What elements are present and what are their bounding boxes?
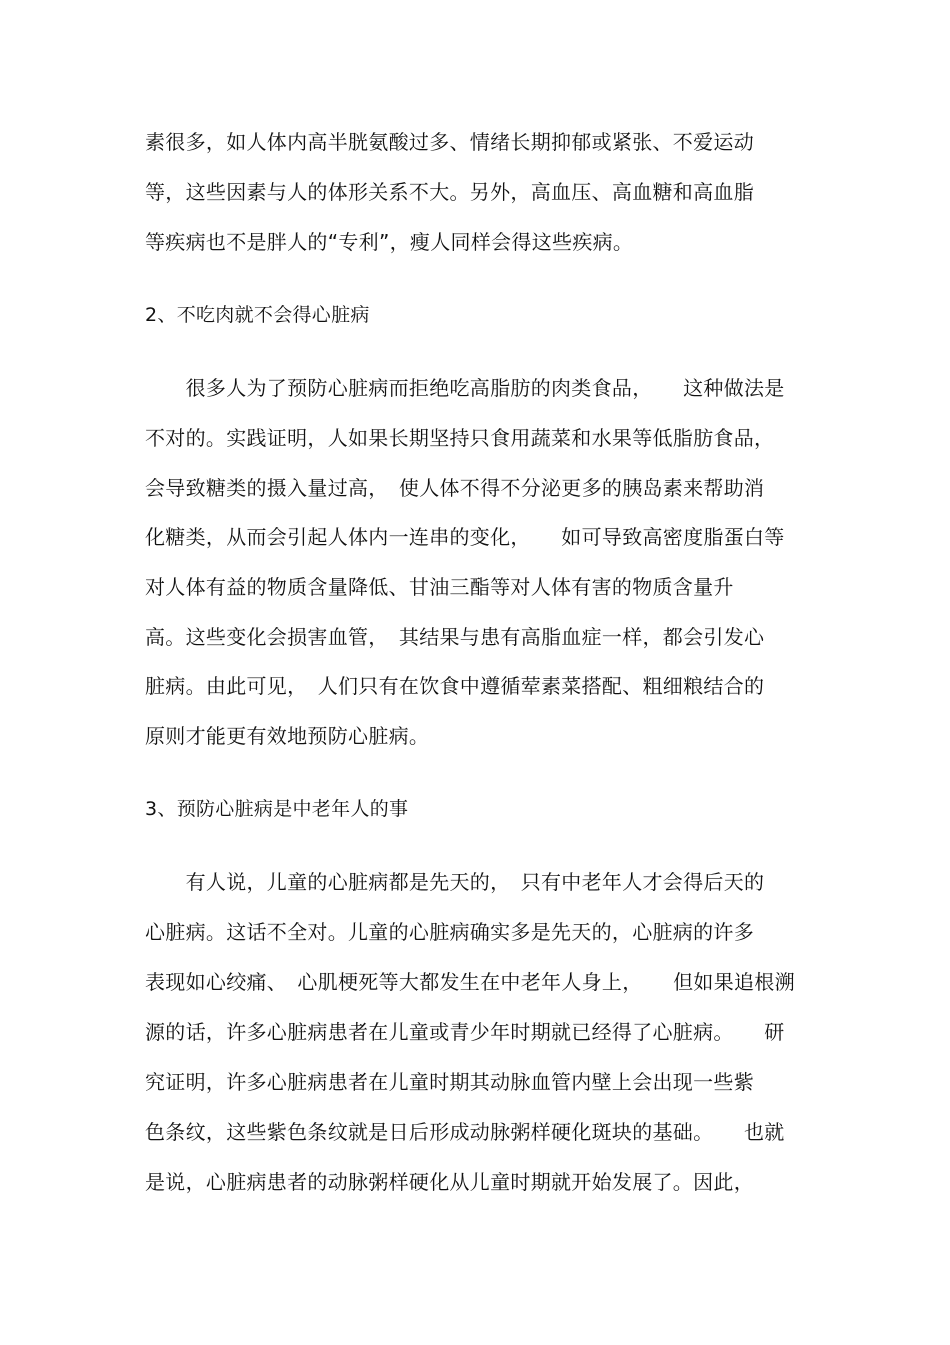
paragraph-line: 很多人为了预防心脏病而拒绝吃高脂肪的肉类食品， 这种做法是 [145, 376, 785, 400]
paragraph-line: 源的话，许多心脏病患者在儿童或青少年时期就已经得了心脏病。 研 [145, 1020, 785, 1044]
paragraph-line: 色条纹，这些紫色条纹就是日后形成动脉粥样硬化斑块的基础。 也就 [145, 1120, 785, 1144]
intro-line: 素很多，如人体内高半胱氨酸过多、情绪长期抑郁或紧张、不爱运动 [145, 130, 754, 154]
intro-line: 等疾病也不是胖人的“专利”，瘦人同样会得这些疾病。 [145, 230, 634, 254]
paragraph-line: 不对的。实践证明，人如果长期坚持只食用蔬菜和水果等低脂肪食品， [145, 426, 775, 450]
paragraph-line: 究证明，许多心脏病患者在儿童时期其动脉血管内壁上会出现一些紫 [145, 1070, 754, 1094]
paragraph-line: 是说，心脏病患者的动脉粥样硬化从儿童时期就开始发展了。因此， [145, 1170, 754, 1194]
paragraph-line: 对人体有益的物质含量降低、甘油三酯等对人体有害的物质含量升 [145, 575, 734, 599]
paragraph-line: 有人说，儿童的心脏病都是先天的， 只有中老年人才会得后天的 [145, 870, 765, 894]
paragraph-line: 心脏病。这话不全对。儿童的心脏病确实多是先天的，心脏病的许多 [145, 920, 754, 944]
paragraph-line: 化糖类，从而会引起人体内一连串的变化， 如可导致高密度脂蛋白等 [145, 525, 785, 549]
paragraph-line: 表现如心绞痛、 心肌梗死等大都发生在中老年人身上， 但如果追根溯 [145, 970, 795, 994]
section-heading-2: 2、不吃肉就不会得心脏病 [145, 304, 370, 326]
paragraph-line: 原则才能更有效地预防心脏病。 [145, 724, 430, 748]
paragraph-line: 高。这些变化会损害血管， 其结果与患有高脂血症一样，都会引发心 [145, 625, 765, 649]
paragraph-line: 脏病。由此可见， 人们只有在饮食中遵循荤素菜搭配、粗细粮结合的 [145, 674, 765, 698]
section-heading-3: 3、预防心脏病是中老年人的事 [145, 798, 409, 820]
intro-line: 等，这些因素与人的体形关系不大。另外，高血压、高血糖和高血脂 [145, 180, 754, 204]
paragraph-line: 会导致糖类的摄入量过高， 使人体不得不分泌更多的胰岛素来帮助消 [145, 476, 765, 500]
